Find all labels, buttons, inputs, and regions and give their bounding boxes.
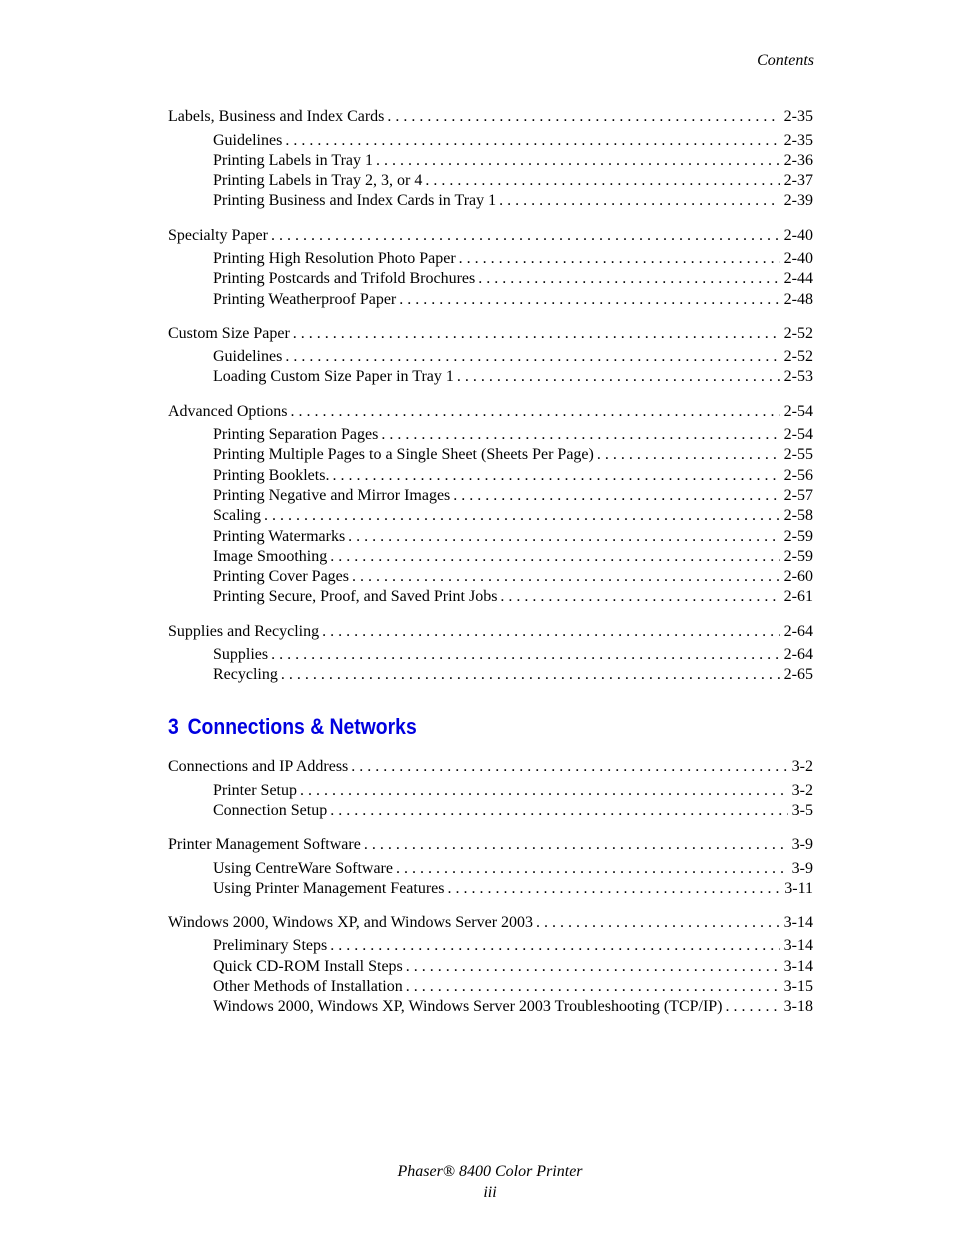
dot-leader bbox=[499, 191, 780, 211]
toc-entry-title: Connections and IP Address bbox=[168, 758, 349, 775]
dot-leader bbox=[351, 757, 787, 777]
toc-subentry[interactable] bbox=[213, 977, 813, 997]
toc-entry-page: 2-54 bbox=[783, 403, 813, 420]
toc-entry-title: Loading Custom Size Paper in Tray 1 bbox=[213, 368, 454, 385]
toc-entry-page: 3-11 bbox=[784, 880, 813, 897]
toc-entry-title: Printing Postcards and Trifold Brochures bbox=[213, 270, 476, 287]
toc-entry-page: 2-40 bbox=[783, 250, 813, 267]
toc-entry-title: Image Smoothing bbox=[213, 548, 328, 565]
dot-leader bbox=[387, 107, 779, 127]
dot-leader bbox=[332, 466, 779, 486]
toc-entry-title: Using CentreWare Software bbox=[213, 860, 393, 877]
toc-subentry[interactable] bbox=[213, 151, 813, 171]
footer-product-name: Phaser® 8400 Color Printer bbox=[397, 1163, 583, 1180]
toc-subentry[interactable] bbox=[213, 269, 813, 289]
dot-leader bbox=[300, 781, 788, 801]
toc-entry-title: Printing Separation Pages bbox=[213, 426, 379, 443]
toc-entry-title: Supplies and Recycling bbox=[168, 623, 320, 640]
dot-leader bbox=[406, 957, 780, 977]
toc-entry-page: 2-39 bbox=[783, 192, 813, 209]
toc-entry-title: Printing Multiple Pages to a Single Sheet (Sheets Per Page) bbox=[213, 446, 594, 463]
toc-entry-page: 3-15 bbox=[783, 978, 813, 995]
dot-leader bbox=[399, 290, 779, 310]
toc-entry[interactable] bbox=[168, 757, 813, 777]
toc-subentry[interactable] bbox=[213, 466, 813, 486]
dot-leader bbox=[448, 879, 781, 899]
dot-leader bbox=[348, 527, 780, 547]
toc-entry-page: 2-35 bbox=[783, 132, 813, 149]
toc-entry-title: Printing Watermarks bbox=[213, 528, 346, 545]
toc-subentry[interactable] bbox=[213, 290, 813, 310]
toc-entry-page: 2-61 bbox=[783, 588, 813, 605]
dot-leader bbox=[536, 913, 780, 933]
toc-entry-page: 2-59 bbox=[783, 548, 813, 565]
toc-subentry[interactable] bbox=[213, 486, 813, 506]
toc-entry[interactable] bbox=[168, 226, 813, 246]
toc-entry[interactable] bbox=[168, 913, 813, 933]
toc-entry[interactable] bbox=[168, 402, 813, 422]
chapter-number: 3 bbox=[168, 714, 179, 739]
toc-entry-page: 2-40 bbox=[783, 227, 813, 244]
toc-subentry[interactable] bbox=[213, 801, 813, 821]
toc-entry-title: Printer Management Software bbox=[168, 836, 361, 853]
dot-leader bbox=[291, 402, 780, 422]
toc-entry-title: Advanced Options bbox=[168, 403, 288, 420]
toc-entry-title: Recycling bbox=[213, 666, 278, 683]
toc-entry[interactable] bbox=[168, 107, 813, 127]
dot-leader bbox=[453, 486, 779, 506]
toc-entry-page: 2-54 bbox=[783, 426, 813, 443]
dot-leader bbox=[381, 425, 779, 445]
toc-entry-page: 2-48 bbox=[783, 291, 813, 308]
toc-subentry[interactable] bbox=[213, 506, 813, 526]
toc-entry-title: Custom Size Paper bbox=[168, 325, 290, 342]
toc-subentry[interactable] bbox=[213, 997, 813, 1017]
dot-leader bbox=[376, 151, 780, 171]
toc-subentry[interactable] bbox=[213, 425, 813, 445]
toc-entry-page: 3-9 bbox=[791, 836, 813, 853]
toc-subentry[interactable] bbox=[213, 665, 813, 685]
toc-subentry[interactable] bbox=[213, 879, 813, 899]
dot-leader bbox=[281, 665, 780, 685]
toc-entry-page: 2-53 bbox=[783, 368, 813, 385]
toc-entry-page: 2-55 bbox=[783, 446, 813, 463]
dot-leader bbox=[293, 324, 780, 344]
toc-subentry[interactable] bbox=[213, 567, 813, 587]
toc-entry-page: 2-44 bbox=[783, 270, 813, 287]
dot-leader bbox=[271, 645, 780, 665]
dot-leader bbox=[457, 367, 780, 387]
toc-entry-title: Quick CD-ROM Install Steps bbox=[213, 958, 403, 975]
toc-entry-page: 3-14 bbox=[783, 958, 813, 975]
toc-entry-title: Printing Secure, Proof, and Saved Print Jobs bbox=[213, 588, 498, 605]
toc-subentry[interactable] bbox=[213, 249, 813, 269]
toc-subentry[interactable] bbox=[213, 547, 813, 567]
toc-entry-page: 2-64 bbox=[783, 646, 813, 663]
toc-entry-title: Printing Business and Index Cards in Tray 1 bbox=[213, 192, 497, 209]
running-header: Contents bbox=[757, 52, 814, 69]
toc-entry[interactable] bbox=[168, 622, 813, 642]
toc-entry-page: 2-56 bbox=[783, 467, 813, 484]
toc-entry-title: Specialty Paper bbox=[168, 227, 268, 244]
toc-entry-title: Scaling bbox=[213, 507, 261, 524]
toc-entry-page: 2-36 bbox=[783, 152, 813, 169]
toc-subentry[interactable] bbox=[213, 347, 813, 367]
toc-entry-page: 2-65 bbox=[783, 666, 813, 683]
toc-entry-page: 2-60 bbox=[783, 568, 813, 585]
dot-leader bbox=[726, 997, 780, 1017]
chapter-heading[interactable] bbox=[168, 714, 417, 740]
toc-entry-page: 3-18 bbox=[783, 998, 813, 1015]
toc-entry-page: 3-9 bbox=[791, 860, 813, 877]
toc-entry-title: Printing Labels in Tray 1 bbox=[213, 152, 374, 169]
toc-entry-page: 3-14 bbox=[783, 914, 813, 931]
toc-entry-page: 2-52 bbox=[783, 348, 813, 365]
toc-subentry[interactable] bbox=[213, 445, 813, 465]
toc-entry-page: 2-52 bbox=[783, 325, 813, 342]
dot-leader bbox=[500, 587, 779, 607]
toc-entry-title: Printing Labels in Tray 2, 3, or 4 bbox=[213, 172, 423, 189]
toc-entry-page: 3-2 bbox=[791, 758, 813, 775]
toc-entry-title: Labels, Business and Index Cards bbox=[168, 108, 385, 125]
dot-leader bbox=[396, 859, 788, 879]
dot-leader bbox=[271, 226, 780, 246]
toc-entry-title: Using Printer Management Features bbox=[213, 880, 445, 897]
toc-entry-title: Printing Negative and Mirror Images bbox=[213, 487, 451, 504]
dot-leader bbox=[285, 131, 779, 151]
toc-subentry[interactable] bbox=[213, 957, 813, 977]
toc-entry-page: 2-57 bbox=[783, 487, 813, 504]
toc-entry-title: Printer Setup bbox=[213, 782, 297, 799]
dot-leader bbox=[478, 269, 779, 289]
toc-entry-title: Printing High Resolution Photo Paper bbox=[213, 250, 456, 267]
toc-entry-title: Printing Weatherproof Paper bbox=[213, 291, 397, 308]
toc-entry-page: 3-5 bbox=[791, 802, 813, 819]
toc-entry[interactable] bbox=[168, 835, 813, 855]
dot-leader bbox=[264, 506, 780, 526]
toc-subentry[interactable] bbox=[213, 781, 813, 801]
toc-subentry[interactable] bbox=[213, 587, 813, 607]
toc-subentry[interactable] bbox=[213, 527, 813, 547]
toc-entry-page: 3-2 bbox=[791, 782, 813, 799]
toc-entry-title: Printing Booklets. bbox=[213, 467, 330, 484]
dot-leader bbox=[330, 801, 787, 821]
toc-entry-page: 2-35 bbox=[783, 108, 813, 125]
toc-entry-title: Preliminary Steps bbox=[213, 937, 328, 954]
dot-leader bbox=[322, 622, 780, 642]
toc-subentry[interactable] bbox=[213, 191, 813, 211]
toc-subentry[interactable] bbox=[213, 936, 813, 956]
dot-leader bbox=[285, 347, 779, 367]
chapter-title: Connections & Networks bbox=[187, 714, 417, 739]
toc-subentry[interactable] bbox=[213, 171, 813, 191]
toc-subentry[interactable] bbox=[213, 367, 813, 387]
toc-entry-page: 3-14 bbox=[783, 937, 813, 954]
toc-entry-title: Guidelines bbox=[213, 348, 283, 365]
toc-entry-title: Supplies bbox=[213, 646, 269, 663]
toc-entry[interactable] bbox=[168, 324, 813, 344]
footer-page-number: iii bbox=[483, 1184, 497, 1201]
dot-leader bbox=[597, 445, 780, 465]
toc-entry-title: Other Methods of Installation bbox=[213, 978, 403, 995]
toc-entry-title: Connection Setup bbox=[213, 802, 328, 819]
toc-entry-page: 2-58 bbox=[783, 507, 813, 524]
toc-entry-title: Windows 2000, Windows XP, Windows Server 2003 Troubleshooting (TCP/IP) bbox=[213, 998, 723, 1015]
toc-subentry[interactable] bbox=[213, 859, 813, 879]
toc-entry-page: 2-59 bbox=[783, 528, 813, 545]
toc-entry-title: Windows 2000, Windows XP, and Windows Server 2003 bbox=[168, 914, 534, 931]
dot-leader bbox=[330, 547, 779, 567]
toc-entry-page: 2-64 bbox=[783, 623, 813, 640]
dot-leader bbox=[352, 567, 780, 587]
dot-leader bbox=[330, 936, 779, 956]
dot-leader bbox=[459, 249, 780, 269]
toc-entry-title: Printing Cover Pages bbox=[213, 568, 349, 585]
toc-subentry[interactable] bbox=[213, 645, 813, 665]
dot-leader bbox=[364, 835, 788, 855]
dot-leader bbox=[425, 171, 779, 191]
toc-entry-page: 2-37 bbox=[783, 172, 813, 189]
dot-leader bbox=[406, 977, 780, 997]
toc-entry-title: Guidelines bbox=[213, 132, 283, 149]
toc-subentry[interactable] bbox=[213, 131, 813, 151]
